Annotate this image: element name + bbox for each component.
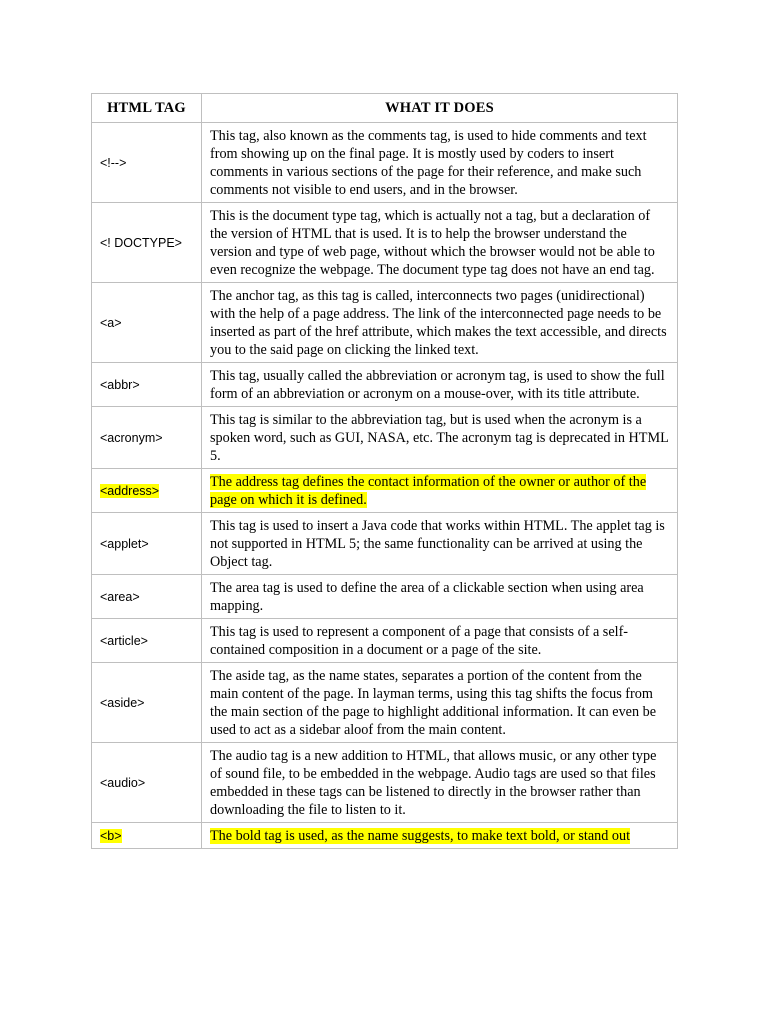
description-cell <box>202 363 678 407</box>
description-cell <box>202 663 678 743</box>
table-row-highlighted <box>92 823 678 849</box>
tag-name: <! DOCTYPE> <box>100 235 182 250</box>
tag-name-highlighted: <b> <box>100 828 122 843</box>
tag-description: This tag is similar to the abbreviation tag, but is used when the acronym is a spoken word, such as GUI, NASA, etc. The acronym tag is deprecated in HTML 5. <box>210 412 669 464</box>
tag-name: <!--> <box>100 155 127 170</box>
header-html-tag: HTML TAG <box>92 94 202 123</box>
tag-cell <box>92 823 202 849</box>
tag-name: <abbr> <box>100 377 140 392</box>
tag-name: <acronym> <box>100 430 163 445</box>
tag-description-highlighted: The address tag defines the contact information of the owner or author of the page on which it is defined. <box>210 474 647 508</box>
tag-name-highlighted: <address> <box>100 483 160 498</box>
tag-cell <box>92 363 202 407</box>
table-row <box>92 619 678 663</box>
table-row <box>92 203 678 283</box>
tag-cell <box>92 619 202 663</box>
tag-description: The audio tag is a new addition to HTML, that allows music, or any other type of sound file, to be embedded in the webpage. Audio tags are used so that files embedded in these tags can be listened to directly in the browser rather than downloading the file to listen to it. <box>210 748 657 818</box>
tag-cell <box>92 743 202 823</box>
description-cell <box>202 743 678 823</box>
table-row <box>92 513 678 575</box>
description-cell <box>202 619 678 663</box>
tag-description: The anchor tag, as this tag is called, interconnects two pages (unidirectional) with the help of a page address. The link of the interconnected page needs to be inserted as part of the href attribute, which makes the text accessible, and directs you to the said page on clicking the linked text. <box>210 288 667 358</box>
table-row <box>92 663 678 743</box>
tag-name: <applet> <box>100 536 149 551</box>
tag-description: This tag is used to insert a Java code that works within HTML. The applet tag is not supported in HTML 5; the same functionality can be arrived at using the Object tag. <box>210 518 665 570</box>
tag-cell <box>92 407 202 469</box>
tag-cell <box>92 513 202 575</box>
tag-name: <article> <box>100 633 148 648</box>
tag-description: This tag is used to represent a component of a page that consists of a self-contained composition in a document or a page of the site. <box>210 624 629 658</box>
html-tags-table <box>91 93 678 849</box>
tag-name: <area> <box>100 589 140 604</box>
table-row-highlighted <box>92 469 678 513</box>
table-row <box>92 283 678 363</box>
tag-description: This tag, also known as the comments tag, is used to hide comments and text from showing up on the final page. It is mostly used by coders to insert comments in various sections of the page for their reference, and make such comments not visible to end users, and in the browser. <box>210 128 647 198</box>
tag-name: <audio> <box>100 775 146 790</box>
tag-cell <box>92 203 202 283</box>
document-page <box>91 93 677 849</box>
tag-description: The aside tag, as the name states, separates a portion of the content from the main content of the page. In layman terms, using this tag shifts the focus from the main section of the page to highlight additional information. It can even be used to act as a sidebar aloof from the main content. <box>210 668 656 738</box>
tag-cell <box>92 663 202 743</box>
description-cell <box>202 283 678 363</box>
description-cell <box>202 823 678 849</box>
description-cell <box>202 123 678 203</box>
tag-description-highlighted: The bold tag is used, as the name suggests, to make text bold, or stand out <box>210 828 631 844</box>
tag-description: This tag, usually called the abbreviation or acronym tag, is used to show the full form of an abbreviation or acronym on a mouse-over, with its title attribute. <box>210 368 665 402</box>
description-cell <box>202 407 678 469</box>
table-header-row <box>92 94 678 123</box>
tag-cell <box>92 123 202 203</box>
tag-description: The area tag is used to define the area of a clickable section when using area mapping. <box>210 580 644 614</box>
description-cell <box>202 469 678 513</box>
tag-cell <box>92 575 202 619</box>
table-row <box>92 575 678 619</box>
tag-cell <box>92 469 202 513</box>
tag-name: <aside> <box>100 695 145 710</box>
description-cell <box>202 203 678 283</box>
description-cell <box>202 575 678 619</box>
tag-description: This is the document type tag, which is actually not a tag, but a declaration of the version of HTML that is used. It is to help the browser understand the version and type of web page, without which the browser would not be able to even recognize the webpage. The document type tag does not have an end tag. <box>210 208 655 278</box>
description-cell <box>202 513 678 575</box>
table-row <box>92 123 678 203</box>
header-what-it-does: WHAT IT DOES <box>202 94 678 123</box>
table-row <box>92 407 678 469</box>
tag-name: <a> <box>100 315 122 330</box>
tag-cell <box>92 283 202 363</box>
table-row <box>92 743 678 823</box>
table-row <box>92 363 678 407</box>
